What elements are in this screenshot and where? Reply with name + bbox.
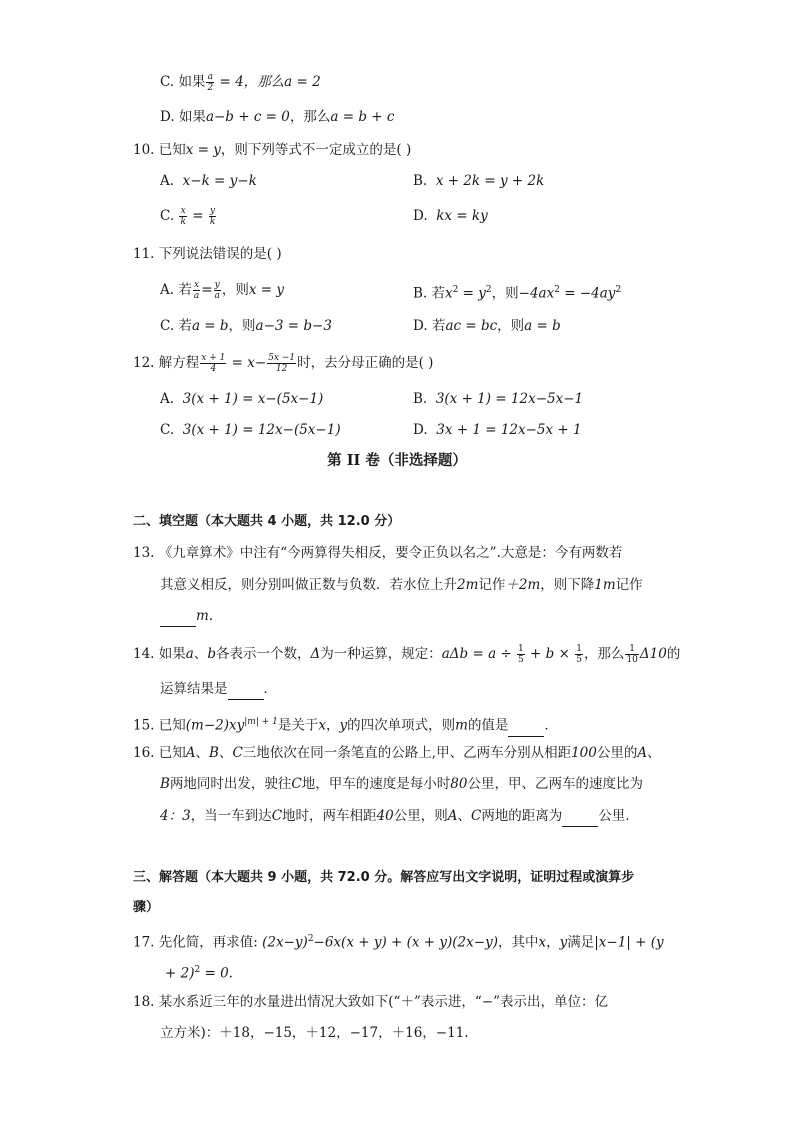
answer-blank[interactable] (508, 716, 544, 737)
section-3-heading-line-1: 三、解答题（本大题共 9 小题，共 72.0 分。解答应写出文字说明，证明过程或演算步 (133, 870, 635, 885)
question-17-line-1: 17. 先化简，再求值: $(2x-y)^2-6x(x + y) + (x + y)(2x-y)$，其中x，y满足|x−1| + (y (133, 934, 664, 951)
question-13-line-2: 其意义相反，则分别叫做正数与负数．若水位上升2m记作＋2m，则下降1m记作 (160, 577, 643, 593)
question-18-line-1: 18. 某水系近三年的水量进出情况大致如下(“＋”表示进，“−”表示出，单位：亿 (133, 994, 608, 1010)
question-11-option-d: D. 若ac = bc，则a = b (413, 318, 561, 334)
question-12-option-c: C. 3(x + 1) = 12x−(5x−1) (160, 422, 341, 438)
question-10-option-b: B. x + 2k = y + 2k (413, 173, 545, 189)
answer-blank[interactable] (160, 606, 196, 627)
part-2-title: 第 II 卷（非选择题） (327, 452, 467, 469)
question-18-line-2: 立方米)：＋18，−15，＋12，−17，＋16，−11. (160, 1025, 469, 1041)
section-3-heading-line-2: 骤） (133, 900, 160, 915)
question-10-option-a: A. x−k = y−k (160, 173, 257, 189)
question-12-option-b: B. 3(x + 1) = 12x−5x−1 (413, 391, 584, 407)
question-15: 15. 已知$(m-2)xy^{|m| + 1}$是关于x，y的四次单项式，则m的值是 ． (133, 712, 558, 737)
prev-option-d: D. 如果a−b + c = 0，那么a = b + c (160, 109, 395, 125)
fraction: $\frac{a}{2}$ (207, 72, 214, 93)
question-11-option-c: C. 若a = b，则a−3 = b−3 (160, 318, 332, 334)
answer-blank[interactable] (562, 806, 598, 827)
question-11-option-a: A. 若 $\frac{x}{a}$ = $\frac{y}{a}$ ，则x = y (160, 280, 285, 301)
question-10-stem: 10. 已知x = y，则下列等式不一定成立的是( ) (133, 142, 412, 158)
prev-option-c: C. 如果 $\frac{a}{2}$ = 4，那么a = 2 (160, 72, 321, 93)
question-10-option-c: C. $\frac{x}{k}$ = $\frac{y}{k}$ (160, 206, 216, 227)
question-13-line-3: m. (160, 606, 213, 627)
question-10-option-d: D. kx = ky (413, 208, 488, 224)
question-16-line-1: 16. 已知A、B、C三地依次在同一条笔直的公路上,甲、乙两车分别从相距100公里的A、 (133, 745, 661, 761)
section-2-heading: 二、填空题（本大题共 4 小题，共 12.0 分） (133, 514, 401, 529)
question-17-line-2: + 2)$^2$ = 0. (165, 965, 233, 982)
question-14-line-2: 运算结果是 ． (160, 679, 277, 700)
question-12-option-d: D. 3x + 1 = 12x−5x + 1 (413, 422, 582, 438)
question-11-stem: 11. 下列说法错误的是( ) (133, 246, 282, 262)
question-16-line-2: B两地同时出发，驶往C地，甲车的速度是每小时80公里，甲、乙两车的速度比为 (160, 776, 643, 792)
question-16-line-3: 4：3，当一车到达C地时，两车相距40公里，则A、C两地的距离为 公里． (160, 806, 639, 827)
question-13-line-1: 13. 《九章算术》中注有“今两算得失相反，要令正负以名之”.大意是：今有两数若 (133, 545, 623, 561)
answer-blank[interactable] (228, 679, 264, 700)
question-11-option-b: B. 若$x^2 = y^2$，则$-4ax^2 = -4ay^2$ (413, 285, 622, 302)
question-12-stem: 12. 解方程 $\frac{x + 1}{4}$ = x− $\frac{5x -1}{12}$ 时，去分母正确的是( ) (133, 353, 434, 374)
question-12-option-a: A. 3(x + 1) = x−(5x−1) (160, 391, 324, 407)
question-14-line-1: 14. 如果a、b各表示一个数，Δ为一种运算，规定：aΔb = a ÷ $\frac{1}{5}$ + b × $\frac{1}{5}$ ，那么 $\frac{1}{10}$ Δ10的 (133, 644, 681, 665)
